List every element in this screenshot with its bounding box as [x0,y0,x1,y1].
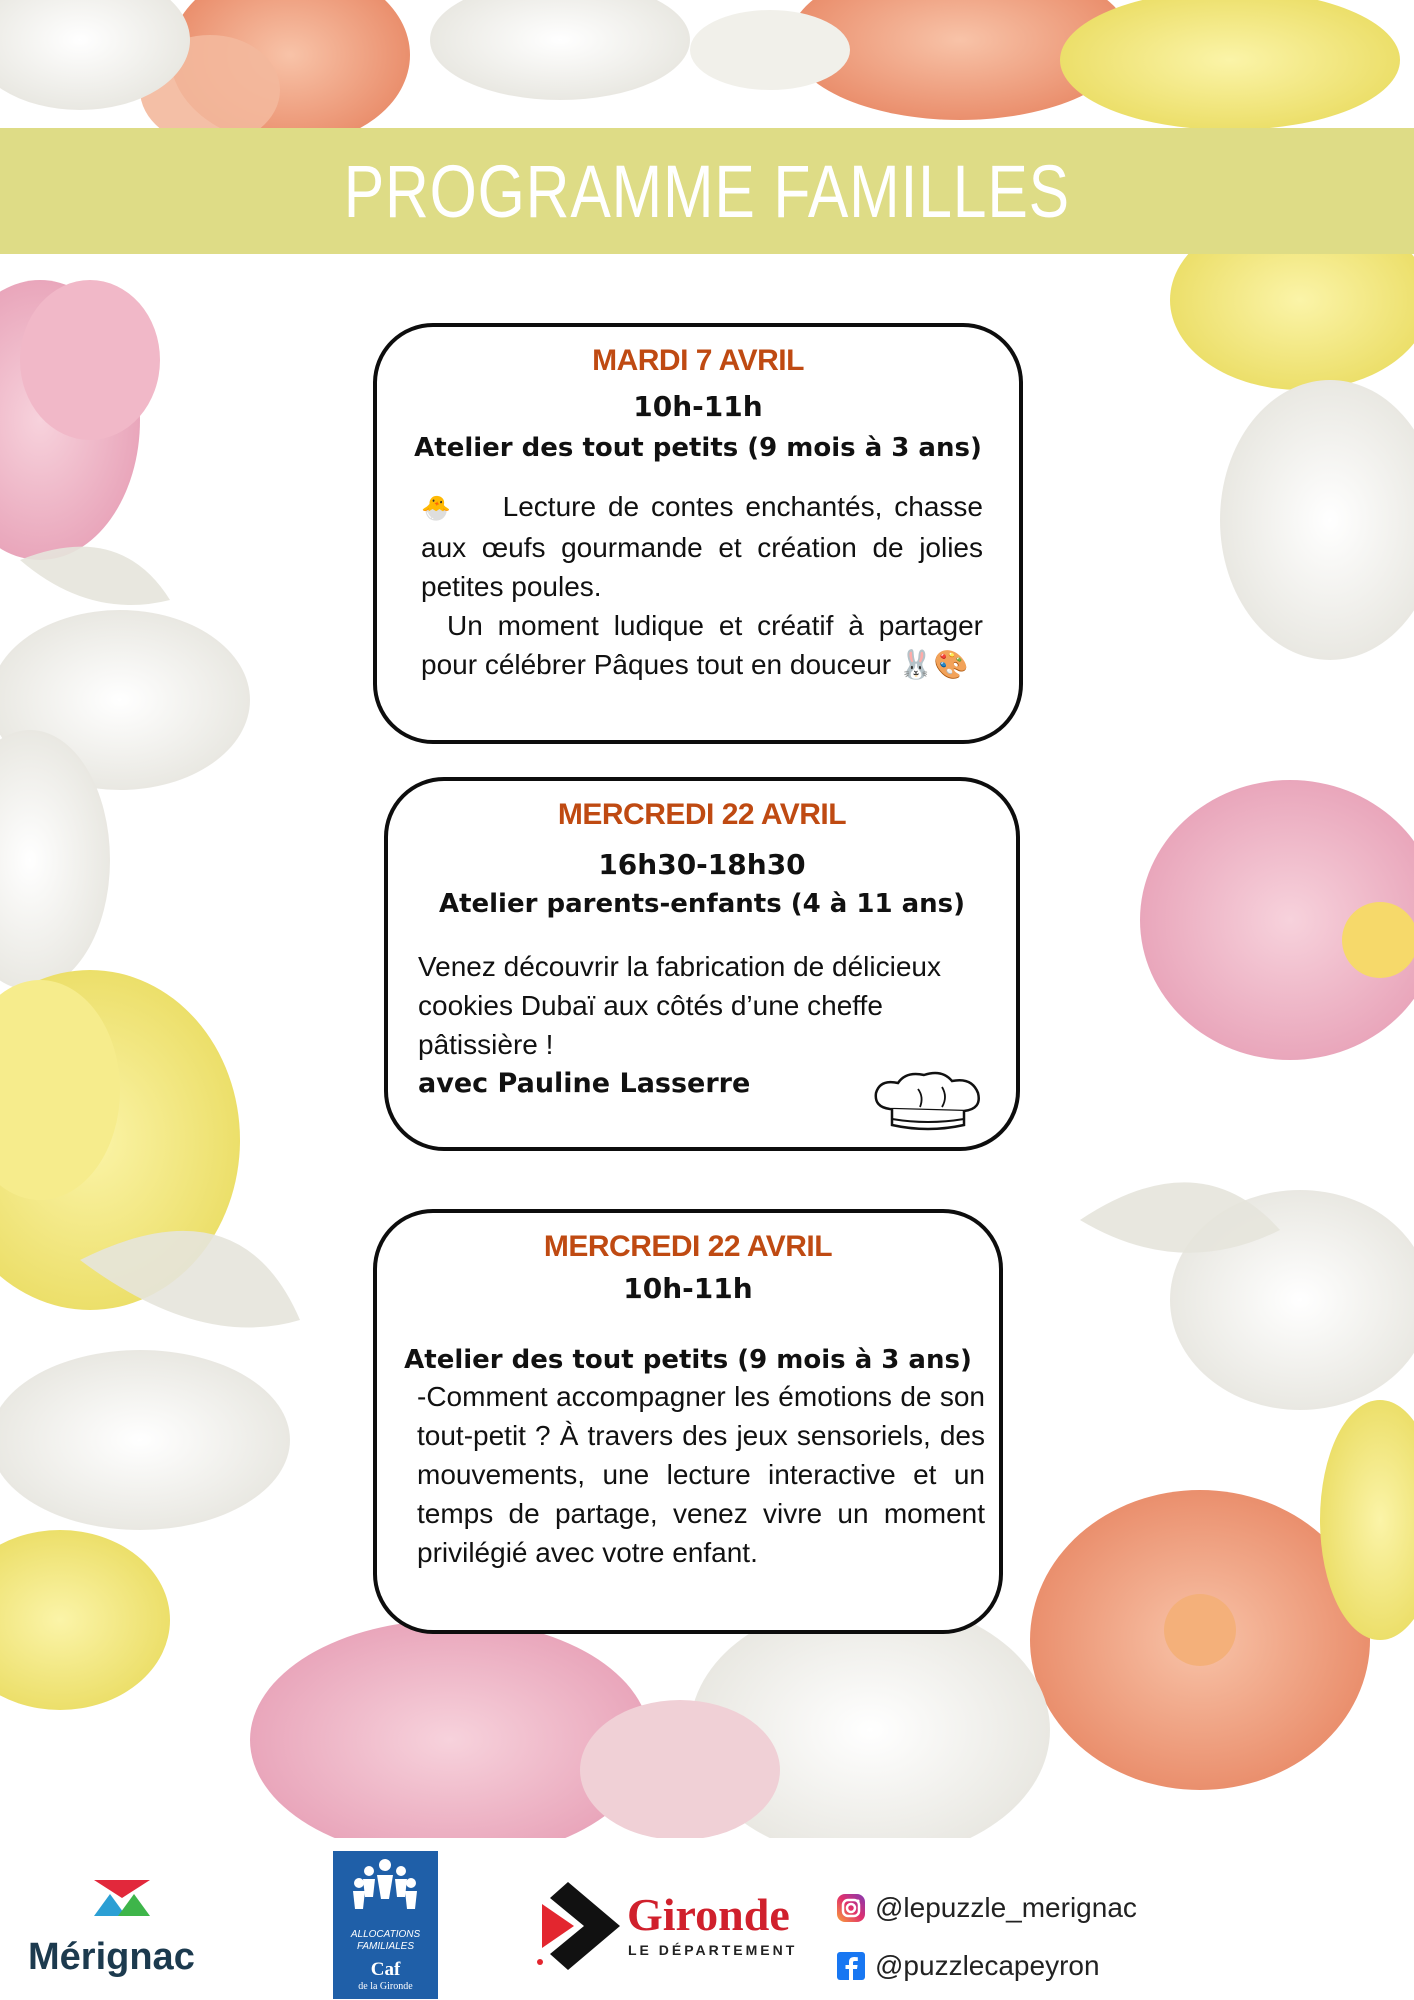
event-date: MERCREDI 22 AVRIL [543,1230,833,1263]
event-date: MERCREDI 22 AVRIL [557,798,847,831]
caf-region: de la Gironde [358,1981,413,1992]
event-card-3 [373,1209,1003,1634]
instagram-link[interactable] [835,1892,1137,1924]
caf-logo [333,1851,438,1999]
facebook-icon [835,1950,867,1982]
facebook-link[interactable] [835,1950,1100,1982]
gironde-label: Gironde [627,1889,790,1940]
event-time: 10h-11h [633,390,763,423]
gironde-sublabel: LE DÉPARTEMENT [628,1942,798,1958]
event-card-2 [384,777,1020,1151]
page-title: PROGRAMME FAMILLES [343,149,1071,233]
caf-people-icon [333,1851,438,1927]
title-banner [0,128,1414,254]
event-subtitle: Atelier des tout petits (9 mois à 3 ans) [404,1345,972,1375]
event-description: Venez découvrir la fabrication de délicieux cookies Dubaï aux côtés d’une cheffe pâtissière ! avec Pauline Lasserre [418,947,986,1103]
event-time: 10h-11h [623,1272,753,1305]
event-time: 16h30-18h30 [598,848,806,881]
event-date: MARDI 7 AVRIL [592,344,804,377]
instagram-handle: @lepuzzle_merignac [875,1892,1137,1923]
chef-hat-icon [868,1069,986,1135]
caf-name: Caf [370,1959,401,1980]
gironde-logo-icon [530,1878,626,1974]
instagram-icon [835,1892,867,1924]
pink-flower-bottom [250,1620,650,1840]
merignac-label: Mérignac [28,1936,195,1978]
event-host: avec Pauline Lasserre [418,1068,751,1099]
event-description: -Comment accompagner les émotions de son tout-petit ? À travers des jeux sensoriels, des mouvements, une lecture interactive et un temps de partage, venez vivre un moment privilégié avec votre enfant. [417,1381,985,1568]
merignac-logo-icon [90,1872,154,1920]
event-card-1 [373,323,1023,744]
event-subtitle: Atelier parents-enfants (4 à 11 ans) [438,889,966,919]
caf-text: ALLOCATIONS FAMILIALES [350,1929,421,1952]
event-subtitle: Atelier des tout petits (9 mois à 3 ans) [414,433,982,463]
event-description: 🐣 Lecture de contes enchantés, chasse aux œufs gourmande et création de jolies petites poules. Un moment ludique et créatif à partager pour célébrer Pâques tout en douceur 🐰🎨 [421,491,983,680]
facebook-handle: @puzzlecapeyron [875,1950,1100,1981]
chick-icon: 🐣 [421,495,456,522]
